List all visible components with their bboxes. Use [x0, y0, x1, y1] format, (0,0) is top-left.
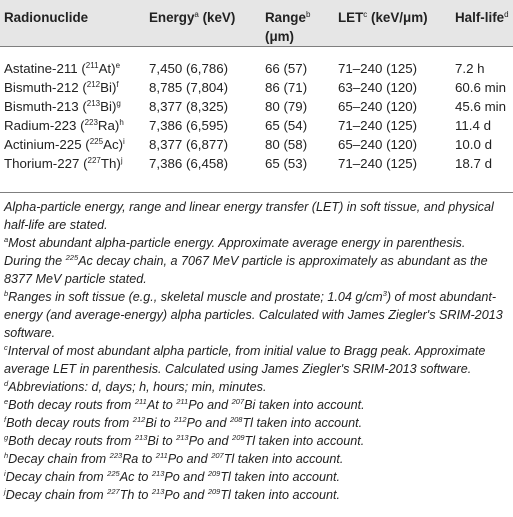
table-row [0, 135, 513, 154]
footnote-b: $^b$Ranges in soft tissue (e.g., skeletal muscle and prostate; 1.04 $g/cm^3$) of most abundant-energy (and average-energy) alpha particles. Calculated with James Ziegler's SRIM-2013 software. [4, 289, 503, 340]
cell-let: 71–240 (125) [338, 156, 418, 171]
cell-radionuclide: Actinium-225 $(^{225}Ac)^i$ [4, 137, 125, 152]
table-caption: Alpha-particle energy, range and linear energy transfer (LET) in soft tissue, and physical half-life are stated. [4, 200, 494, 232]
table-row [0, 97, 513, 116]
cell-let: 65–240 (120) [338, 137, 418, 152]
cell-let: 71–240 (125) [338, 118, 418, 133]
cell-radionuclide: Thorium-227 $(^{227}Th)^j$ [4, 156, 123, 171]
cell-range: 80 (79) [265, 99, 308, 114]
cell-radionuclide: Bismuth-212 $(^{212}Bi)^f$ [4, 80, 119, 95]
footnote-c: $^c$Interval of most abundant alpha particle, from initial value to Bragg peak. Approximate average LET in parenthesis. Calculated using James Ziegler's SRIM-2013 software. [4, 343, 486, 376]
cell-halflife: 7.2 h [455, 61, 485, 76]
cell-let: 63–240 (120) [338, 80, 418, 95]
cell-range: 65 (53) [265, 156, 308, 171]
header-range: Range$^b$ (μm) [265, 10, 311, 44]
cell-range: 86 (71) [265, 80, 308, 95]
header-halflife: Half-life$^d$ [455, 10, 509, 25]
footnote-e: $^e$Both decay routs from $^{211}$At to $^{211}$Po and $^{207}$Bi taken into account. [4, 397, 365, 412]
cell-halflife: 60.6 min [455, 80, 506, 95]
header-let: LET$^c$ (keV/μm) [338, 10, 428, 25]
cell-radionuclide: Astatine-211 $(^{211}At)^e$ [4, 61, 121, 76]
header-row [0, 0, 513, 47]
table-row [0, 47, 513, 79]
footnote-d: $^d$Abbreviations: d, days; h, hours; min, minutes. [4, 379, 267, 394]
cell-halflife: 18.7 d [455, 156, 492, 171]
footnote-g: $^g$Both decay routs from $^{213}$Bi to $^{213}$Po and $^{209}$Tl taken into account. [4, 433, 365, 448]
cell-radionuclide: Radium-223 $(^{223}Ra)^h$ [4, 118, 124, 133]
cell-range: 65 (54) [265, 118, 308, 133]
cell-let: 71–240 (125) [338, 61, 418, 76]
table-body [0, 47, 513, 180]
footnote-h: $^h$Decay chain from $^{223}$Ra to $^{211}$Po and $^{207}$Tl taken into account. [4, 451, 344, 466]
cell-let: 65–240 (120) [338, 99, 418, 114]
cell-energy: 7,386 (6,458) [149, 156, 229, 171]
header-radionuclide: Radionuclide [4, 10, 89, 25]
cell-range: 80 (58) [265, 137, 308, 152]
cell-radionuclide: Bismuth-213 $(^{213}Bi)^g$ [4, 99, 121, 114]
table-header [0, 0, 513, 47]
table-footnotes [0, 192, 513, 504]
cell-halflife: 11.4 d [455, 118, 491, 133]
cell-energy: 8,377 (6,877) [149, 137, 229, 152]
cell-energy: 7,450 (6,786) [149, 61, 229, 76]
cell-halflife: 45.6 min [455, 99, 506, 114]
table-row [0, 116, 513, 135]
footnote-a: $^a$Most abundant alpha-particle energy. Approximate average energy in parenthesis. [4, 235, 466, 250]
footnote-a-continued: During the $^{225}$Ac decay chain, a 7067 MeV particle is approximately as abundant as the 8377 MeV particle stated. [4, 253, 488, 286]
cell-energy: 8,785 (7,804) [149, 80, 229, 95]
header-energy: Energy$^a$ (keV) [149, 10, 236, 25]
table-row [0, 154, 513, 179]
footnote-i: $^i$Decay chain from $^{225}$Ac to $^{213}$Po and $^{209}$Tl taken into account. [4, 469, 341, 484]
cell-halflife: 10.0 d [455, 137, 492, 152]
cell-energy: 7,386 (6,595) [149, 118, 229, 133]
radionuclide-table [0, 0, 513, 179]
footnote-f: $^f$Both decay routs from $^{212}$Bi to $^{212}$Po and $^{208}$Tl taken into account. [4, 415, 363, 430]
cell-energy: 8,377 (8,325) [149, 99, 229, 114]
cell-range: 66 (57) [265, 61, 308, 76]
footnote-j: $^j$Decay chain from $^{227}$Th to $^{213}$Po and $^{209}$Tl taken into account. [4, 487, 341, 502]
table-row [0, 78, 513, 97]
